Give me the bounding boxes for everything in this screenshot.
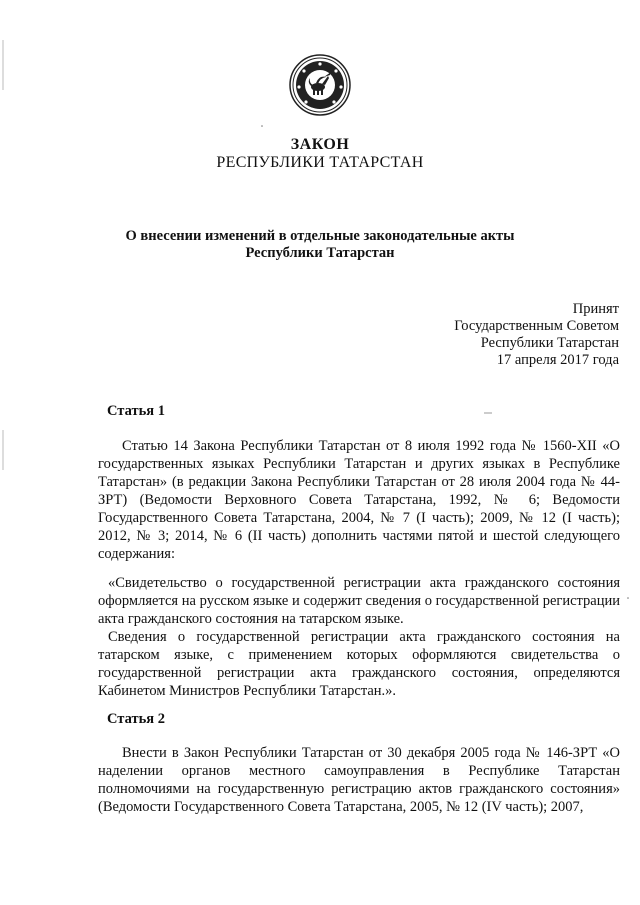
adoption-line-3: Республики Татарстан bbox=[480, 335, 619, 351]
law-subject-line-1: О внесении изменений в отдельные законодательные акты bbox=[125, 228, 515, 244]
adoption-block bbox=[454, 301, 619, 369]
tatarstan-coat-of-arms-icon bbox=[289, 54, 351, 116]
article-1-heading: Статья 1 bbox=[107, 403, 165, 419]
article-2-heading: Статья 2 bbox=[107, 711, 165, 727]
law-subject-line-2: Республики Татарстан bbox=[245, 245, 395, 261]
article-1-text: Статью 14 Закона Республики Татарстан от 8 июля 1992 года № 1560-XII «О государственных языках Республики Татарстан и других языках в Республике Татарстан» (в редакции Закона Республики Татарстан от 28 июля 2004 года № 44-ЗРТ) (Ведомости Верховного Совета Татарстана, 1992, № 6; Ведомости Государственного Совета Татарстана, 2004, № 7 (I часть); 2009, № 12 (I часть); 2012, № 3; 2014, № 6 (II часть) дополнить частями пятой и шестой следующего содержания: bbox=[98, 438, 620, 562]
article-1-quote bbox=[98, 574, 620, 700]
adoption-line-1: Принят bbox=[572, 301, 619, 317]
article-2-body bbox=[98, 744, 620, 816]
adoption-date: 17 апреля 2017 года bbox=[496, 352, 619, 368]
adoption-line-2: Государственным Советом bbox=[454, 318, 619, 334]
law-subject bbox=[98, 228, 542, 262]
article-1-quote-part-6: Сведения о государственной регистрации акта гражданского состояния на татарском языке, с применением которых оформляются свидетельства о государственной регистрации акта гражданского состояния, определяются Кабинетом Министров Республики Татарстан.». bbox=[98, 629, 620, 699]
republic-title: РЕСПУБЛИКИ ТАТАРСТАН bbox=[216, 154, 424, 171]
article-1-quote-part-5: «Свидетельство о государственной регистрации акта гражданского состояния оформляется на русском языке и содержит сведения о государственной регистрации акта гражданского состояния на татарском языке. bbox=[98, 575, 620, 627]
law-title: ЗАКОН bbox=[290, 136, 350, 153]
article-1-body bbox=[98, 437, 620, 563]
article-2-text: Внести в Закон Республики Татарстан от 30 декабря 2005 года № 146-ЗРТ «О наделении органов местного самоуправления в Республике Татарстан полномочиями на государственную регистрацию актов гражданского состояния» (Ведомости Государственного Совета Татарстана, 2005, № 12 (IV часть); 2007, bbox=[98, 745, 620, 815]
